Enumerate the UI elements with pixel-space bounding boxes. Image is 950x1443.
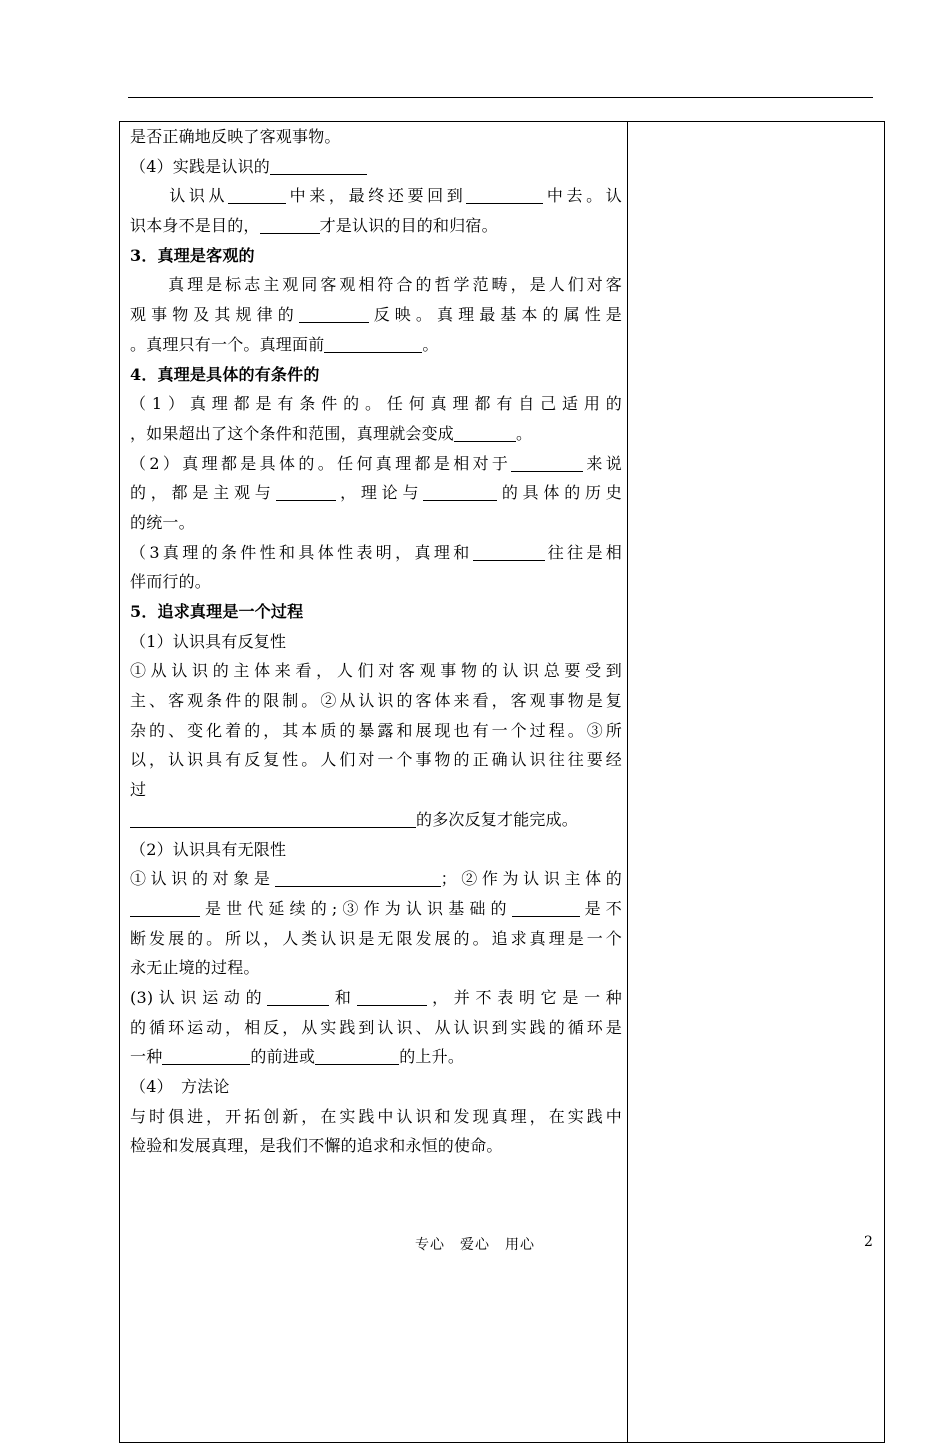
text-line <box>130 1072 622 1102</box>
line-text: （2）认识具有无限性 <box>130 839 287 859</box>
line-text: (3)认识运动的 <box>130 987 268 1007</box>
header-rule <box>128 97 873 98</box>
text-line <box>130 419 622 449</box>
line-text: ，并不表明它是一种 <box>426 987 622 1007</box>
text-line <box>130 1042 622 1072</box>
line-text: 与时俱进，开拓创新，在实践中认识和发现真理，在实践中 <box>130 1106 622 1126</box>
line-text: 永无止境的过程。 <box>130 958 260 978</box>
text-line <box>130 627 622 657</box>
fill-in-blank[interactable] <box>324 334 422 353</box>
text-line <box>130 567 622 597</box>
line-text: 4．真理是具体的有条件的 <box>130 364 320 384</box>
line-text: 认识从 <box>130 186 229 206</box>
text-line <box>130 270 622 300</box>
text-line <box>130 449 622 479</box>
fill-in-blank[interactable] <box>511 453 583 472</box>
text-line <box>130 805 622 835</box>
line-text: 的上升。 <box>399 1047 465 1067</box>
line-text: 。 <box>422 334 439 354</box>
line-text: 观事物及其规律的 <box>130 305 299 325</box>
section-heading <box>130 241 622 271</box>
text-line <box>130 389 622 419</box>
fill-in-blank[interactable] <box>512 898 580 917</box>
line-text: 中去。认 <box>543 186 622 206</box>
line-text: 是世代延续的;③作为认识基础的 <box>200 898 512 918</box>
line-text: 检验和发展真理，是我们不懈的追求和永恒的使命。 <box>130 1136 503 1156</box>
line-text: 和 <box>329 987 357 1007</box>
text-line <box>130 1013 622 1043</box>
line-text: （4）实践是认识的 <box>130 156 270 176</box>
line-text: 是否正确地反映了客观事物。 <box>130 127 341 146</box>
text-line <box>130 835 622 865</box>
line-text: （1）认识具有反复性 <box>130 631 287 651</box>
fill-in-blank[interactable] <box>270 156 367 175</box>
line-text: （4） 方法论 <box>130 1077 230 1096</box>
line-text: 断发展的。所以，人类认识是无限发展的。追求真理是一个 <box>130 928 622 948</box>
fill-in-blank[interactable] <box>315 1046 399 1065</box>
text-line <box>130 983 622 1013</box>
section-heading <box>130 597 622 627</box>
line-text: 的循环运动，相反，从实践到认识、从认识到实践的循环是 <box>130 1017 622 1037</box>
line-text: 。 <box>516 423 533 443</box>
fill-in-blank[interactable] <box>130 809 416 828</box>
text-line <box>130 894 622 924</box>
text-line <box>130 686 622 716</box>
fill-in-blank[interactable] <box>228 185 286 204</box>
line-text: 的统一。 <box>130 512 195 532</box>
fill-in-blank[interactable] <box>260 215 320 234</box>
line-text: 以，认识具有反复性。人们对一个事物的正确认识往往要经 <box>130 750 622 770</box>
line-text: 的前进或 <box>250 1047 316 1067</box>
text-line <box>130 508 622 538</box>
line-text: 来说 <box>583 453 622 473</box>
line-text: 往往是相 <box>544 542 622 562</box>
text-line <box>130 953 622 983</box>
section-heading <box>130 360 622 390</box>
line-text: ，理论与 <box>335 483 424 503</box>
line-text: ；②作为认识主体的 <box>440 869 622 889</box>
line-text: 识本身不是目的， <box>130 216 260 236</box>
fill-in-blank[interactable] <box>299 304 369 323</box>
line-text: 真理是标志主观同客观相符合的哲学范畴，是人们对客 <box>130 275 622 295</box>
text-line <box>130 122 622 152</box>
fill-in-blank[interactable] <box>423 482 497 501</box>
line-text: （3真理的条件性和具体性表明，真理和 <box>130 542 473 562</box>
line-text: 过 <box>130 780 147 800</box>
text-line <box>130 745 622 775</box>
text-line <box>130 330 622 360</box>
fill-in-blank[interactable] <box>130 898 200 917</box>
fill-in-blank[interactable] <box>454 423 516 442</box>
text-line <box>130 716 622 746</box>
line-text: 才是认识的目的和归宿。 <box>319 216 498 236</box>
page-number: 2 <box>864 1234 873 1250</box>
line-text: 是不 <box>579 898 622 918</box>
main-text-column <box>130 122 622 1161</box>
line-text: 5．追求真理是一个过程 <box>130 602 304 621</box>
text-line <box>130 211 622 241</box>
text-line <box>130 181 622 211</box>
text-line <box>130 656 622 686</box>
fill-in-blank[interactable] <box>473 542 545 561</box>
text-line <box>130 1102 622 1132</box>
line-text: 杂的、变化着的，其本质的暴露和展现也有一个过程。③所 <box>130 720 622 740</box>
fill-in-blank[interactable] <box>267 987 329 1006</box>
fill-in-blank[interactable] <box>162 1046 250 1065</box>
fill-in-blank[interactable] <box>357 987 427 1006</box>
text-line <box>130 300 622 330</box>
line-text: ①认识的对象是 <box>130 869 275 889</box>
footer-motto: 专心 爱心 用心 <box>415 1237 535 1253</box>
fill-in-blank[interactable] <box>275 868 441 887</box>
line-text: 的多次反复才能完成。 <box>416 809 579 829</box>
line-text: 3．真理是客观的 <box>130 245 255 265</box>
line-text: 的具体的历史 <box>497 483 622 503</box>
line-text: 。真理只有一个。真理面前 <box>130 334 325 354</box>
line-text: （2）真理都是具体的。任何真理都是相对于 <box>130 453 512 473</box>
line-text: 中来，最终还要回到 <box>286 186 467 206</box>
line-text: 反映。真理最基本的属性是 <box>368 305 622 325</box>
text-line <box>130 1131 622 1161</box>
text-line <box>130 775 622 805</box>
line-text: 主、客观条件的限制。②从认识的客体来看，客观事物是复 <box>130 691 622 711</box>
line-text: 一种 <box>130 1047 163 1067</box>
line-text: ①从认识的主体来看，人们对客观事物的认识总要受到 <box>130 661 622 681</box>
text-line <box>130 538 622 568</box>
line-text: 的，都是主观与 <box>130 483 276 503</box>
fill-in-blank[interactable] <box>466 185 543 204</box>
line-text: 伴而行的。 <box>130 572 212 592</box>
text-line <box>130 152 622 182</box>
text-line <box>130 864 622 894</box>
line-text: ，如果超出了这个条件和范围，真理就会变成 <box>130 423 455 443</box>
line-text: （1）真理都是有条件的。任何真理都有自己适用的 <box>130 394 622 414</box>
fill-in-blank[interactable] <box>276 482 336 501</box>
text-line <box>130 478 622 508</box>
text-line <box>130 924 622 954</box>
